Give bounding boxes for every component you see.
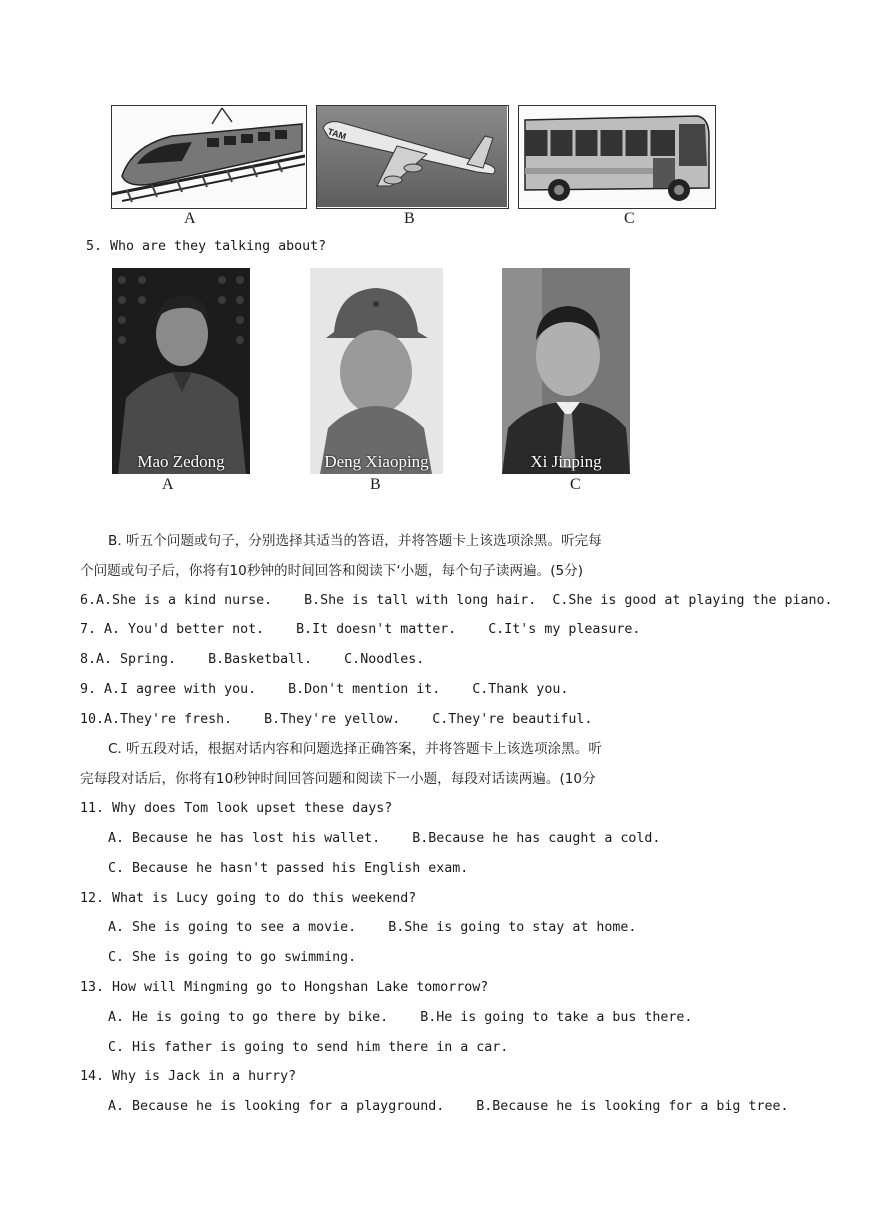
- question-5: 5. Who are they talking about?: [86, 239, 327, 254]
- question-14: 14. Why is Jack in a hurry?: [80, 1069, 297, 1084]
- option-label-c: C: [624, 210, 635, 227]
- question-8: 8.A. Spring. B.Basketball. C.Noodles.: [80, 652, 425, 667]
- bus-image: [518, 105, 716, 209]
- option-label-a: A: [184, 210, 196, 227]
- section-c-intro: C. 听五段对话，根据对话内容和问题选择正确答案，并将答题卡上该选项涂黑。听: [108, 741, 602, 757]
- train-icon: [112, 106, 305, 207]
- question-11-options: A. Because he has lost his wallet. B.Because he has caught a cold.: [108, 831, 661, 846]
- section-b-intro-cont: 个问题或句子后，你将有10秒钟的时间回答和阅读下‘小题，每个句子读两遍。(5分): [80, 563, 584, 579]
- option-label-b: B: [370, 476, 381, 493]
- question-9: 9. A.I agree with you. B.Don't mention it. C.Thank you.: [80, 682, 569, 697]
- question-13-options: A. He is going to go there by bike. B.He is going to take a bus there.: [108, 1010, 693, 1025]
- question-12-option-c: C. She is going to go swimming.: [108, 950, 357, 965]
- option-label-a: A: [162, 476, 174, 493]
- portrait-caption: Xi Jinping: [530, 452, 602, 471]
- question-7: 7. A. You'd better not. B.It doesn't matter. C.It's my pleasure.: [80, 622, 641, 637]
- person-icon: [310, 268, 443, 474]
- question-12: 12. What is Lucy going to do this weekend?: [80, 891, 417, 906]
- option-label-c: C: [570, 476, 581, 493]
- question-6: 6.A.She is a kind nurse. B.She is tall with long hair. C.She is good at playing the piano.: [80, 593, 833, 608]
- question-14-options: A. Because he is looking for a playground. B.Because he is looking for a big tree.: [108, 1099, 789, 1114]
- question-13: 13. How will Mingming go to Hongshan Lake tomorrow?: [80, 980, 489, 995]
- portrait-c: [502, 268, 630, 474]
- person-icon: [502, 268, 630, 474]
- airplane-icon: [317, 106, 507, 207]
- question-13-option-c: C. His father is going to send him there in a car.: [108, 1040, 509, 1055]
- question-10: 10.A.They're fresh. B.They're yellow. C.They're beautiful.: [80, 712, 593, 727]
- portrait-caption: Mao Zedong: [137, 452, 225, 471]
- train-image: [111, 105, 307, 209]
- question-11-option-c: C. Because he hasn't passed his English exam.: [108, 861, 469, 876]
- option-label-b: B: [404, 210, 415, 227]
- person-icon: [112, 268, 250, 474]
- portrait-a: [112, 268, 250, 474]
- airplane-image: [316, 105, 509, 209]
- question-12-options: A. She is going to see a movie. B.She is going to stay at home.: [108, 920, 637, 935]
- bus-icon: [519, 106, 714, 207]
- section-c-intro-cont: 完每段对话后，你将有10秒钟时间回答问题和阅读下一小题，每段对话读两遍。(10分: [80, 771, 596, 787]
- portrait-b: [310, 268, 443, 474]
- section-b-intro: B. 听五个问题或句子，分别选择其适当的答语，并将答题卡上该选项涂黑。听完每: [108, 533, 602, 549]
- question-11: 11. Why does Tom look upset these days?: [80, 801, 393, 816]
- portrait-caption: Deng Xiaoping: [324, 452, 429, 471]
- airplane-logo: TAM: [326, 126, 348, 142]
